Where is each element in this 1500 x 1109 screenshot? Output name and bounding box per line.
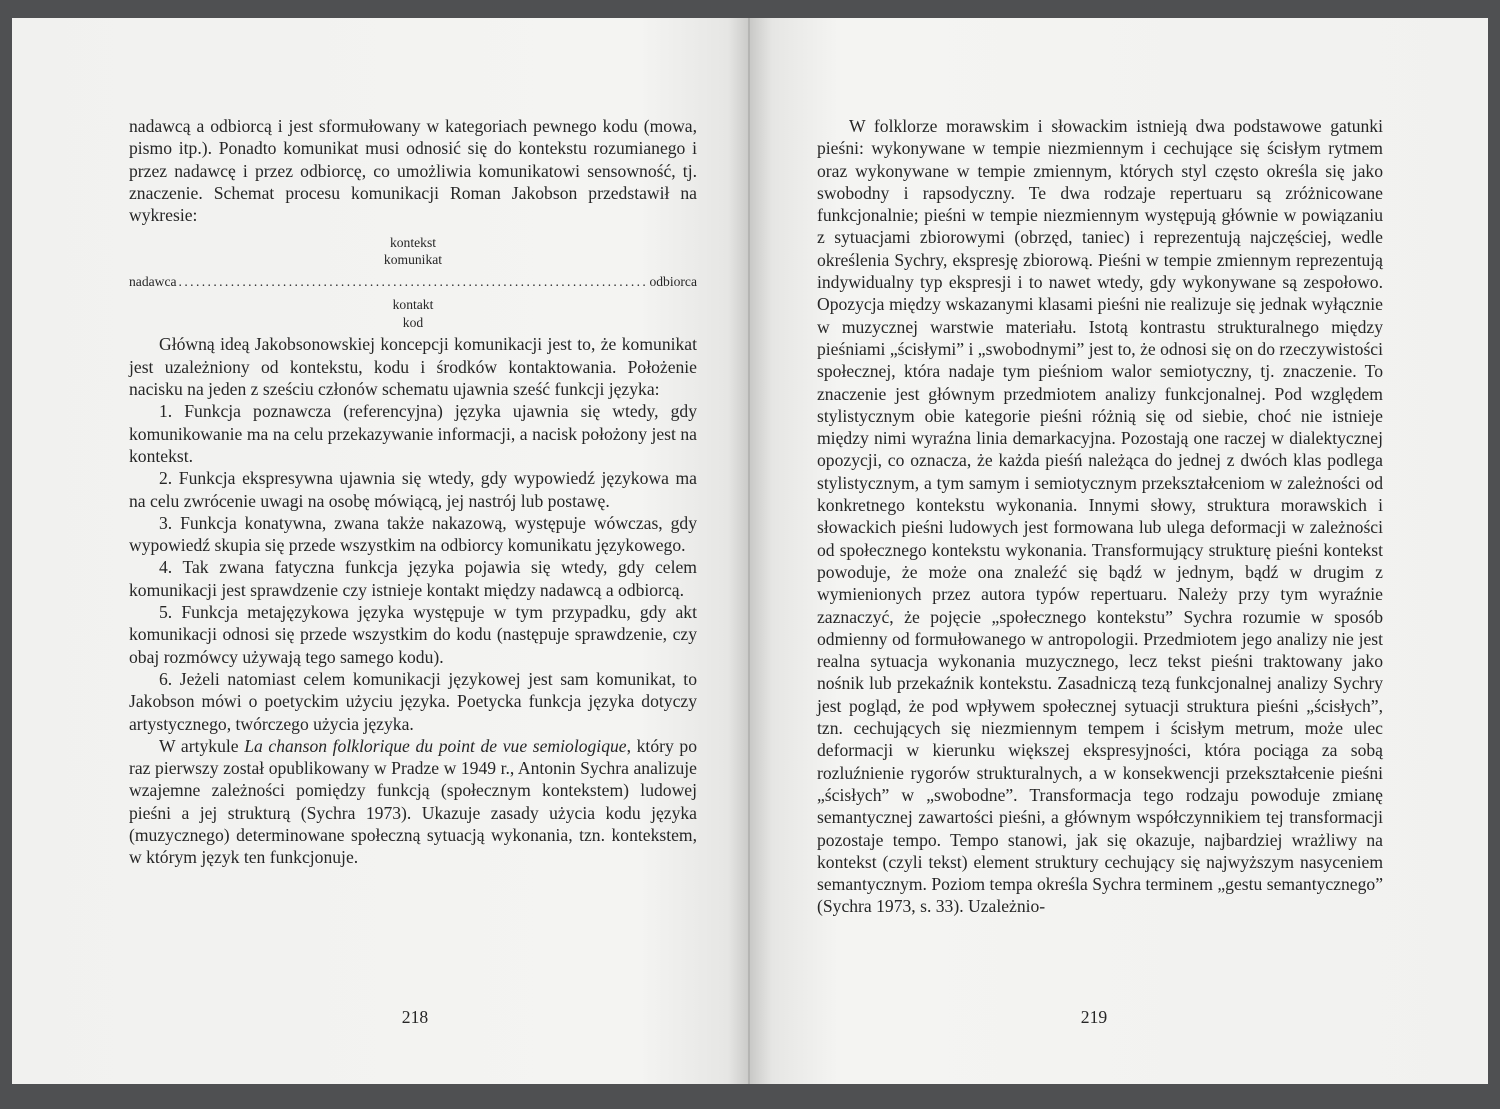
left-page: [12, 18, 750, 1084]
paragraph: W folklorze morawskim i słowackim istnieją dwa podstawowe gatunki pieśni: wykonywane w tempie niezmiennym i cechujące się ścisłym rytmem oraz wykonywane w tempie zmiennym, których styl często określa się jako swobodny i rapsodyczny. Te dwa rodzaje repertuaru są zróżnicowane funkcjonalnie; pieśni w tempie niezmiennym występują głównie w powiązaniu z sytuacjami zbiorowymi (obrzęd, taniec) i reprezentują najczęściej, wedle określenia Sychry, ekspresję zbiorową. Pieśni w tempie zmiennym reprezentują indywidualny typ ekspresji i to nawet wtedy, gdy wykonywane są zespołowo. Opozycja między wskazanymi klasami pieśni nie realizuje się jednak wyłącznie w muzycznej warstwie materiału. Istotą kontrastu strukturalnego między pieśniami „ścisłymi” i „swobodnymi” jest to, że odnosi się on do rzeczywistości społecznej, która nadaje tym pieśniom walor semiotyczny, tj. znaczenie. To znaczenie jest głównym przedmiotem analizy funkcjonalnej. Pod względem stylistycznym obie kategorie pieśni różnią się od siebie, choć nie istnieje między nimi wyraźna linia demarkacyjna. Pozostają one raczej w dialektycznej opozycji, co oznacza, że każda pieśń należąca do jednej z dwóch klas podlega stylistycznym, a tym samym i semiotycznym przekształceniom w zależności od konkretnego kontekstu wykonania. Innymi słowy, struktura morawskich i słowackich pieśni ludowych jest formowana lub ulega deformacji w zależności od społecznego kontekstu wykonania. Transformujący strukturę pieśni kontekst powoduje, że może ona znaleźć się bądź w jednym, bądź w drugim z wymienionych przez autora typów repertuaru. Należy przy tym wyraźnie zaznaczyć, że pojęcie „społecznego kontekstu” Sychra rozumie w sposób odmienny od formułowanego w antropologii. Przedmiotem jego analizy nie jest realna sytuacja wykonania muzycznego, lecz tekst pieśni traktowany jako nośnik lub przekaźnik kontekstu. Zasadniczą tezą funkcjonalnej analizy Sychry jest pogląd, że pod wpływem społecznej sytuacji struktura pieśni „ścisłych”, tzn. cechujących się niezmiennym tempem i ścisłym metrum, może ulec deformacji w kierunku większej ekspresyjności, która pociąga za sobą rozluźnienie rygorów strukturalnych, a w konsekwencji przekształcenie pieśni „ścisłych” w „swobodne”. Transformacja tego rodzaju powoduje zmianę semantycznej zawartości pieśni, a głównym współczynnikiem tej transformacji pozostaje tempo. Tempo stanowi, jak się okazuje, najbardziej wrażliwy na kontekst (czyli tekst) element struktury cechujący się najwyższym nasyceniem semantycznym. Poziom tempa określa Sychra terminem „gestu semantycznego” (Sychra 1973, s. 33). Uzależnio-: [817, 116, 1383, 917]
paragraph-text: W artykule: [159, 735, 245, 756]
right-page-body: [817, 115, 1383, 918]
page-number: 219: [1080, 1007, 1108, 1027]
schema-code: kod: [402, 315, 424, 331]
schema-context: kontekst: [389, 235, 437, 251]
schema-receiver: odbiorca: [649, 274, 697, 290]
paragraph-text: , który po raz pierwszy został opublikowany w Pradze w 1949 r., Antonin Sychra analizuje wzajemne zależności pomiędzy funkcją (społecznym kontekstem) ludowej pieśni a jej strukturą (Sychra 1973). Ukazuje zasady użycia kodu języka (muzycznego) determinowane społeczną sytuacją wykonania, tzn. kontekstem, w którym język ten funkcjonuje.: [129, 735, 697, 868]
schema-contact: kontakt: [392, 297, 434, 313]
schema-message: komunikat: [383, 252, 443, 268]
page-number: 218: [401, 1007, 429, 1027]
function-item: 2. Funkcja ekspresywna ujawnia się wtedy, gdy wypowiedź językowa ma na celu zwrócenie uwagi na osobę mówiącą, jej nastrój lub postawę.: [129, 468, 697, 511]
schema-dotted-line: [179, 273, 648, 291]
schema-axis: [129, 273, 697, 291]
function-item: 5. Funkcja metajęzykowa języka występuje w tym przypadku, gdy akt komunikacji odnosi się przede wszystkim do kodu (następuje sprawdzenie, czy obaj rozmówcy używają tego samego kodu).: [129, 602, 697, 667]
function-item: 4. Tak zwana fatyczna funkcja języka pojawia się wtedy, gdy celem komunikacji jest sprawdzenie czy istnieje kontakt między nadawcą a odbiorcą.: [129, 557, 697, 600]
left-page-body: [129, 115, 697, 869]
paragraph: [129, 735, 697, 869]
function-item: 3. Funkcja konatywna, zwana także nakazową, występuje wówczas, gdy wypowiedź skupia się przede wszystkim na odbiorcy komunikatu językowego.: [129, 512, 697, 556]
paragraph: nadawcą a odbiorcą i jest sformułowany w kategoriach pewnego kodu (mowa, pismo itp.). Ponadto komunikat musi odnosić się do kontekstu rozumianego i przez nadawcę i przez odbiorcę, co umożliwia komunikatowi sensowność, tj. znaczenie. Schemat procesu komunikacji Roman Jakobson przedstawił na wykresie:: [129, 116, 697, 226]
article-title: La chanson folklorique du point de vue semiologique: [244, 735, 627, 756]
jakobson-communication-schema: [129, 226, 697, 331]
function-item: 1. Funkcja poznawcza (referencyjna) języka ujawnia się wtedy, gdy komunikowanie ma na celu przekazywanie informacji, a nacisk położony jest na kontekst.: [129, 401, 697, 466]
function-item: 6. Jeżeli natomiast celem komunikacji językowej jest sam komunikat, to Jakobson mówi o poetyckim użyciu języka. Poetycka funkcja języka dotyczy artystycznego, twórczego użycia języka.: [129, 668, 697, 734]
right-page: [750, 18, 1488, 1084]
paragraph: Główną ideą Jakobsonowskiej koncepcji komunikacji jest to, że komunikat jest uzależniony od kontekstu, kodu i środków kontaktowania. Położenie nacisku na jeden z sześciu członów schematu ujawnia sześć funkcji języka:: [129, 334, 697, 400]
schema-sender: nadawca: [129, 274, 177, 290]
